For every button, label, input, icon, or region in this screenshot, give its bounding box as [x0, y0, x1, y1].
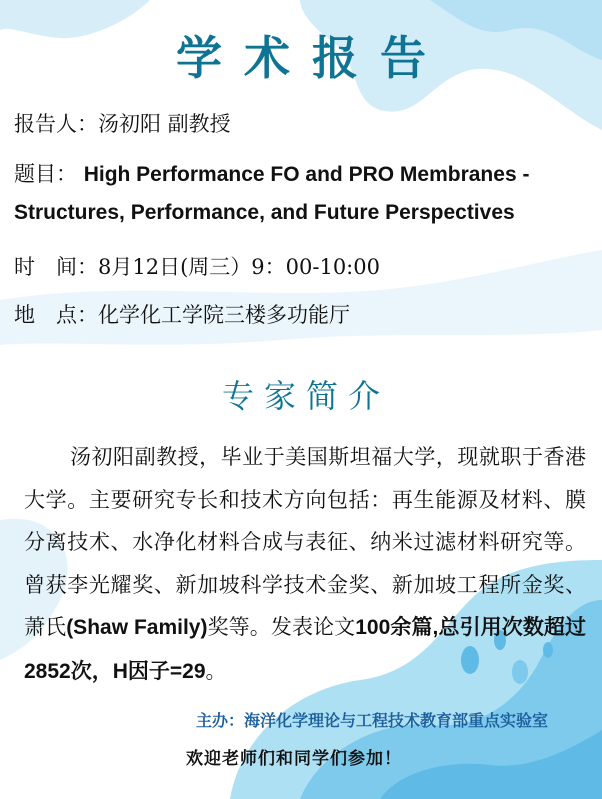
bio-hindex: H因子=29 [112, 659, 206, 683]
bio-citations: 2852 [24, 659, 71, 683]
bio-text-3: 余篇 [390, 616, 433, 639]
welcome-text: 欢迎老师们和同学们参加！ [186, 749, 402, 769]
speaker-row [14, 108, 231, 138]
speaker-label: 报告人： [14, 112, 98, 136]
bio-count: 100 [355, 616, 391, 639]
time-row [14, 251, 380, 281]
bio-text-2: 奖等。发表论文 [207, 615, 356, 639]
host-value: 海洋化学理论与工程技术教育部重点实验室 [244, 711, 549, 730]
topic-row [14, 158, 529, 188]
bio-text-4: 次， [70, 659, 113, 683]
topic-line2: Structures, Performance, and Future Perspectives [14, 201, 515, 224]
bio-shaw: (Shaw Family) [66, 616, 208, 639]
time-label: 时 间： [14, 255, 98, 279]
time-value: 8月12日(周三）9：00-10:00 [98, 255, 380, 279]
topic-line1: High Performance FO and PRO Membranes - [83, 163, 530, 186]
place-value: 化学化工学院三楼多功能厅 [98, 303, 350, 327]
host-label: 主办： [196, 711, 245, 730]
place-label: 地 点： [14, 303, 98, 327]
place-row [14, 299, 350, 329]
bio-text: 汤初阳副教授，毕业于美国斯坦福大学，现就职于香港大学。主要研究专长和技术方向包括：再生能源及材料、膜分离技术、水净化材料合成与表征、纳米过滤材料研究等。曾获李光耀奖、新加坡科学技术金奖、新加坡工程所金奖、萧氏 [24, 445, 586, 639]
bio-end: 。 [205, 658, 227, 683]
bio-citations-prefix: ,总引用次数超过 [432, 616, 587, 639]
poster-title: 学术报告 [176, 31, 448, 85]
topic-label: 题目： [14, 162, 77, 186]
speaker-value: 汤初阳 副教授 [98, 112, 231, 136]
bio-paragraph [24, 436, 586, 693]
host-line [196, 708, 548, 731]
section-title: 专家简介 [221, 377, 390, 415]
